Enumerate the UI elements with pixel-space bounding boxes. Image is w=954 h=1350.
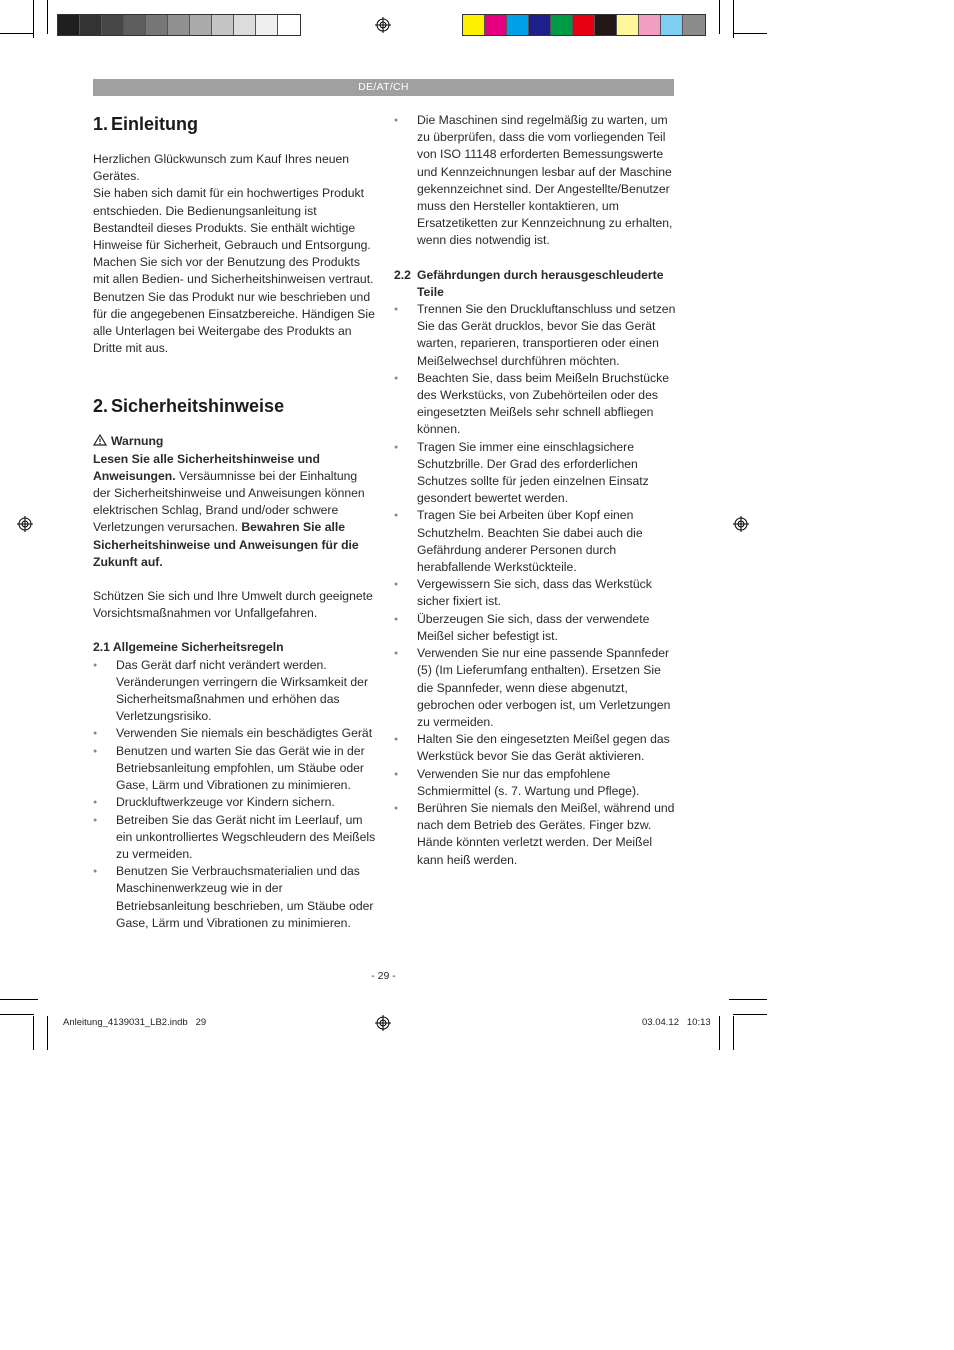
list-item: ● Überzeugen Sie sich, dass der verwendete Meißel sicher befestigt ist.: [394, 611, 676, 645]
warning-emphasis: Lesen Sie alle Sicherheitshinweise und Anweisungen.: [93, 451, 320, 483]
registration-target-icon: [17, 516, 33, 532]
crop-mark: [729, 999, 767, 1000]
crop-mark: [719, 0, 720, 34]
left-column: [93, 113, 376, 932]
region-label: DE/AT/CH: [358, 81, 409, 93]
gray-swatch: [212, 15, 234, 35]
warning-paragraph: [93, 451, 376, 571]
warning-heading: [93, 433, 376, 450]
section-title: Sicherheitshinweise: [111, 396, 285, 417]
color-swatch: [683, 15, 705, 35]
registration-target-icon: [733, 516, 749, 532]
crop-mark: [733, 1016, 734, 1050]
gray-swatch: [124, 15, 146, 35]
list-item: ● Tragen Sie immer eine einschlagsichere Schutzbrille. Der Grad des erforderlichen Schutzes sollte für jeden einzelnen Einsatz gesondert bewertet werden.: [394, 439, 676, 508]
crop-mark: [733, 0, 734, 38]
crop-mark: [733, 1014, 767, 1015]
slug-file: Anleitung_4139031_LB2.indb 29: [63, 1017, 207, 1028]
protect-paragraph: Schützen Sie sich und Ihre Umwelt durch geeignete Vorsichtsmaßnahmen vor Unfallgefahren.: [93, 589, 373, 621]
list-item: ● Berühren Sie niemals den Meißel, während und nach dem Betrieb des Gerätes. Finger bzw. Hände könnten verletzt werden. Der Meißel kann heiß werden.: [394, 800, 676, 869]
gray-swatch: [102, 15, 124, 35]
subsection-number: 2.2: [394, 267, 411, 282]
region-header-band: [93, 79, 674, 96]
subsection-title: Gefährdungen durch herausgeschleuderte Teile: [417, 267, 664, 299]
registration-target-icon: [375, 17, 391, 33]
crop-mark: [0, 33, 34, 34]
crop-mark: [33, 1016, 34, 1050]
section-title: Einleitung: [111, 114, 199, 134]
list-item: ● Betreiben Sie das Gerät nicht im Leerlauf, um ein unkontrolliertes Wegschleudern des Meißels zu vermeiden.: [93, 812, 376, 864]
color-swatch: [485, 15, 507, 35]
crop-mark: [719, 1016, 720, 1050]
section-number: 1.: [93, 114, 109, 134]
subsection-2-1-heading: 2.1 Allgemeine Sicherheitsregeln: [93, 640, 284, 655]
list-item: ● Benutzen Sie Verbrauchsmaterialien und das Maschinenwerkzeug wie in der Betriebsanleitung beschrieben, um Stäube oder Gase, Lärm und Vibrationen zu minimieren.: [93, 863, 376, 932]
ejected-parts-list: [394, 301, 676, 869]
general-safety-list: [93, 657, 376, 932]
crop-mark: [33, 0, 34, 38]
gray-swatch: [256, 15, 278, 35]
crop-mark: [733, 33, 767, 34]
color-swatch: [661, 15, 683, 35]
list-item: ● Die Maschinen sind regelmäßig zu warten, um zu überprüfen, dass die vom vorliegenden Teil von ISO 11148 erforderten Bemessungswerte und Kennzeichnungen lesbar auf der Maschine gekennzeichnet sind. Der Angestellte/Benutzer muss den Hersteller kontaktieren, um Ersatzetiketten zur Kennzeichnung zu erhalten, wenn dies notwendig ist.: [394, 112, 676, 250]
color-swatch: [551, 15, 573, 35]
list-item: ● Beachten Sie, dass beim Meißeln Bruchstücke des Werkstücks, von Zubehörteilen oder des eingesetzten Meißels sehr schnell abfliegen können.: [394, 370, 676, 439]
gray-swatch: [190, 15, 212, 35]
gray-swatch: [278, 15, 300, 35]
color-swatch: [617, 15, 639, 35]
warning-label: Warnung: [111, 434, 164, 449]
warning-emphasis: Bewahren Sie alle Sicherheitshinweise und Anweisungen für die Zukunft auf.: [93, 520, 359, 569]
list-item: ● Verwenden Sie nur das empfohlene Schmiermittel (s. 7. Wartung und Pflege).: [394, 766, 676, 800]
section-number: 2.: [93, 396, 109, 417]
gray-calibration-bar: [57, 14, 301, 36]
color-swatch: [639, 15, 661, 35]
gray-swatch: [168, 15, 190, 35]
gray-swatch: [58, 15, 80, 35]
section-1-heading: [93, 113, 376, 135]
color-swatch: [463, 15, 485, 35]
list-item: ● Halten Sie den eingesetzten Meißel gegen das Werkstück bevor Sie das Gerät aktivieren.: [394, 731, 676, 765]
list-item: ● Vergewissern Sie sich, dass das Werkstück sicher fixiert ist.: [394, 576, 676, 610]
color-swatch: [529, 15, 551, 35]
warning-text: Versäumnisse bei der Einhaltung der Sicherheitshinweise und Anweisungen können elektrischen Schlag, Brand und/oder schwere Verletzungen verursachen.: [93, 468, 365, 535]
gray-swatch: [80, 15, 102, 35]
page-number: - 29 -: [371, 970, 396, 982]
list-item: ● Das Gerät darf nicht verändert werden. Veränderungen verringern die Wirksamkeit der Sicherheitsmaßnahmen und erhöhen das Verletzungsrisiko.: [93, 657, 376, 726]
slug-date: 03.04.12 10:13: [642, 1017, 711, 1028]
section-2-heading: [93, 395, 376, 417]
crop-mark: [0, 1014, 34, 1015]
color-swatch: [595, 15, 617, 35]
warning-triangle-icon: [93, 434, 107, 446]
color-calibration-bar: [462, 14, 706, 36]
registration-target-icon: [375, 1015, 391, 1031]
crop-mark: [47, 1016, 48, 1050]
gray-swatch: [146, 15, 168, 35]
maintenance-list: [394, 112, 676, 250]
intro-paragraph: Sie haben sich damit für ein hochwertiges Produkt entschieden. Die Bedienungsanleitung ist Bestandteil dieses Produkts. Sie enthält wichtige Hinweise für Sicherheit, Gebrauch und Entsorgung. Machen Sie sich vor der Benutzung des Produkts mit allen Bedien- und Sicherheitshinweisen vertraut. Benutzen Sie das Produkt nur wie beschrieben und für die angegebenen Einsatzbereiche. Händigen Sie alle Unterlagen bei Weitergabe des Produkts an Dritte mit aus.: [93, 186, 375, 356]
crop-mark: [0, 999, 38, 1000]
color-swatch: [507, 15, 529, 35]
crop-mark: [47, 0, 48, 34]
list-item: ● Tragen Sie bei Arbeiten über Kopf einen Schutzhelm. Beachten Sie dabei auch die Gefährdung anderer Personen durch herabfallende Werkstückteile.: [394, 507, 676, 576]
right-column: [394, 112, 676, 869]
list-item: ● Druckluftwerkzeuge vor Kindern sichern.: [93, 794, 376, 811]
list-item: ● Trennen Sie den Druckluftanschluss und setzen Sie das Gerät drucklos, bevor Sie das Gerät warten, reparieren, transportieren oder einen Meißelwechsel durchführen möchten.: [394, 301, 676, 370]
subsection-2-2-heading: [394, 267, 676, 301]
list-item: ● Verwenden Sie nur eine passende Spannfeder (5) (Im Lieferumfang enthalten). Ersetzen Sie die Spannfeder, wenn diese abgenutzt, gebrochen oder verbogen ist, um Verletzungen zu vermeiden.: [394, 645, 676, 731]
list-item: ● Benutzen und warten Sie das Gerät wie in der Betriebsanleitung empfohlen, um Stäube oder Gase, Lärm und Vibrationen zu minimieren.: [93, 743, 376, 795]
gray-swatch: [234, 15, 256, 35]
color-swatch: [573, 15, 595, 35]
intro-paragraph: Herzlichen Glückwunsch zum Kauf Ihres neuen Gerätes.: [93, 152, 350, 184]
list-item: ● Verwenden Sie niemals ein beschädigtes Gerät: [93, 725, 376, 742]
